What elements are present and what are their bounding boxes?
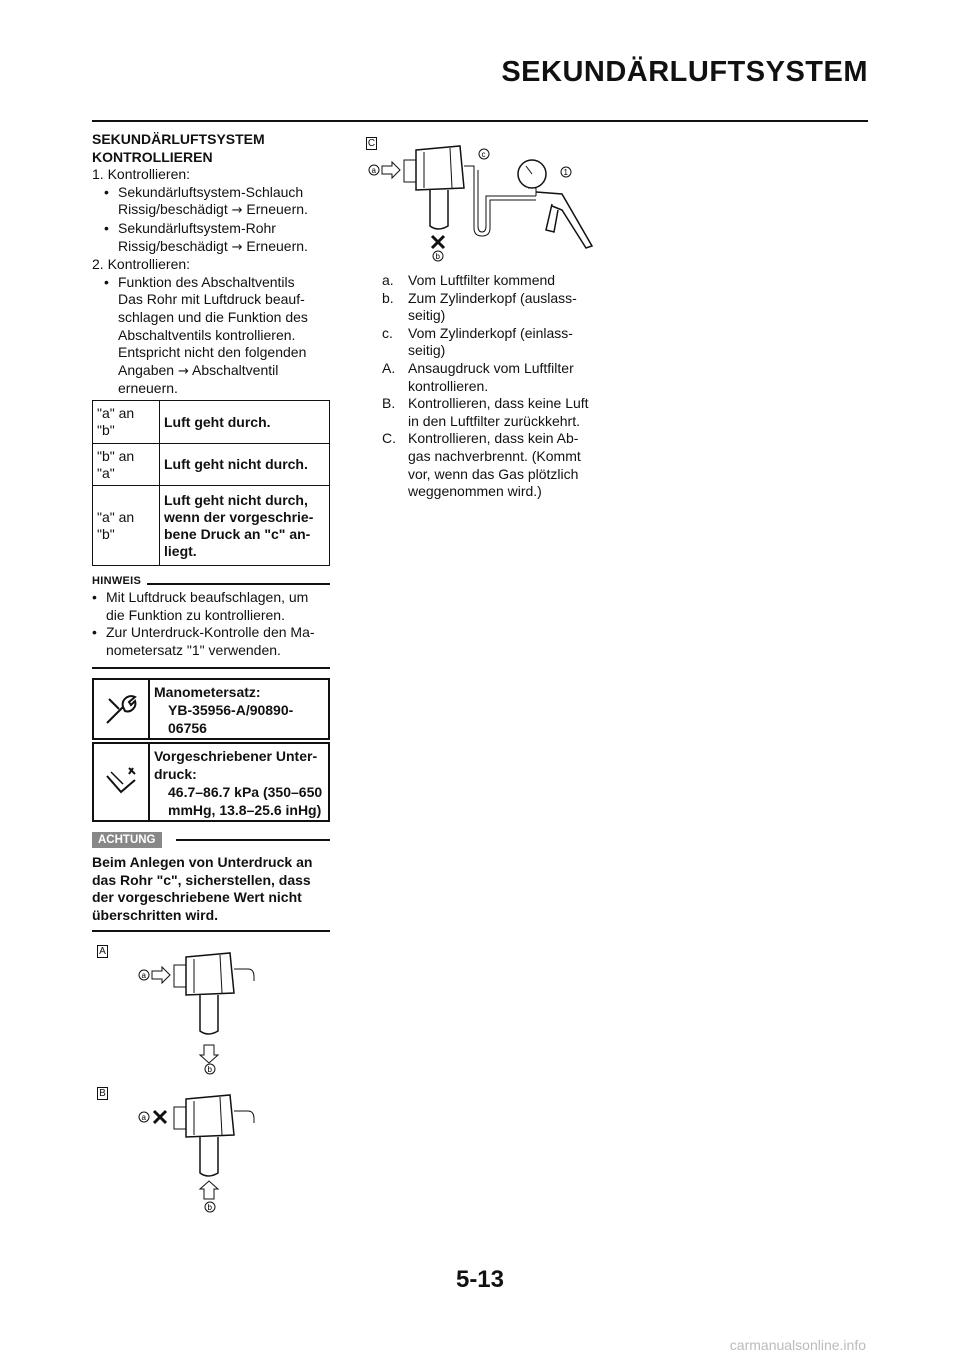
achtung-line: der vorgeschriebene Wert nicht — [92, 889, 302, 906]
legend-key: b. — [382, 289, 394, 306]
cell-text: Luft geht nicht durch, — [164, 491, 308, 508]
figure-label-b: B — [97, 1087, 108, 1100]
legend-text: Kontrollieren, dass keine Luft — [408, 395, 589, 412]
spec-value: mmHg, 13.8–25.6 inHg) — [168, 802, 322, 818]
text: Mit Luftdruck beaufschlagen, um — [106, 589, 309, 605]
step-1-bullet-1-line2 — [92, 201, 332, 220]
legend-text: vor, wenn das Gas plötzlich — [408, 465, 579, 482]
figure-legend — [382, 272, 612, 501]
wrench-icon — [94, 680, 150, 738]
legend-key: a. — [382, 272, 394, 288]
table-row — [93, 486, 330, 566]
header-rule — [92, 120, 868, 122]
step-2-line — [92, 362, 332, 381]
legend-key: A. — [382, 359, 396, 376]
step-1-bullet-1 — [92, 184, 332, 202]
achtung-block — [92, 832, 330, 932]
callout-b: b — [207, 1203, 212, 1212]
achtung-label: ACHTUNG — [92, 832, 162, 848]
achtung-line: überschritten wird. — [92, 906, 219, 923]
cell-text: "b" — [97, 525, 115, 542]
achtung-line: Beim Anlegen von Unterdruck an — [92, 854, 313, 870]
step-1: 1. Kontrollieren: — [92, 166, 191, 183]
spec-label: Vorgeschriebener Unter- — [154, 748, 318, 764]
divider — [92, 930, 330, 932]
cell-text: "a" an — [97, 508, 135, 525]
section-title: SEKUNDÄRLUFTSYSTEM — [92, 131, 265, 147]
arrow-icon: → — [231, 203, 243, 219]
hinweis-label: HINWEIS — [92, 575, 142, 587]
cell-text: "b" an — [97, 447, 135, 464]
table-cell — [160, 401, 330, 444]
hinweis-block — [92, 575, 330, 669]
left-column — [92, 131, 332, 398]
step-2-line: Das Rohr mit Luftdruck beauf- — [118, 291, 305, 308]
legend-text: seitig) — [408, 342, 446, 359]
divider — [176, 839, 331, 841]
list-item — [382, 290, 612, 325]
legend-text: Kontrollieren, dass kein Ab- — [408, 430, 579, 447]
legend-key: c. — [382, 324, 393, 341]
step-2-bullet-1 — [92, 274, 332, 292]
text: Rissig/beschädigt — [118, 237, 228, 254]
legend-text: gas nachverbrennt. (Kommt — [408, 447, 581, 464]
step-2-line: Abschaltventils kontrollieren. — [118, 326, 296, 343]
legend-text: Vom Luftfilter kommend — [408, 272, 556, 288]
page-number: 5-13 — [455, 1266, 505, 1293]
callout-a: a — [371, 166, 376, 175]
cell-text: "b" — [97, 422, 115, 438]
text: Abschaltventil — [191, 361, 279, 378]
divider — [92, 667, 330, 669]
tool-value: YB-35956-A/90890- — [168, 702, 294, 718]
list-item — [382, 272, 612, 290]
step-2: 2. Kontrollieren: — [92, 256, 191, 273]
figure-label-a: A — [97, 945, 108, 958]
arrow-icon: → — [177, 363, 189, 379]
legend-text: seitig) — [408, 307, 446, 324]
step-2-line: Entspricht nicht den folgenden — [118, 344, 307, 361]
cell-text: liegt. — [164, 542, 197, 559]
table-cell — [93, 444, 160, 486]
text: Zur Unterdruck-Kontrolle den Ma- — [106, 624, 315, 641]
step-1-bullet-2-line2 — [92, 238, 332, 257]
arrow-icon: → — [231, 239, 243, 255]
spec-value: 46.7–86.7 kPa (350–650 — [168, 784, 323, 800]
achtung-line: das Rohr "c", sicherstellen, dass — [92, 871, 311, 888]
section-title-2: KONTROLLIEREN — [92, 148, 213, 165]
list-item — [382, 430, 612, 500]
legend-key: C. — [382, 430, 396, 447]
hinweis-line: nometersatz "1" verwenden. — [106, 641, 281, 658]
text: Sekundärluftsystem-Rohr — [118, 219, 276, 236]
tool-value: 06756 — [168, 720, 207, 736]
spec-box — [92, 742, 330, 822]
cell-text: Luft geht durch. — [164, 413, 271, 430]
table-cell — [93, 401, 160, 444]
table-cell — [93, 486, 160, 566]
cell-text: "a" an — [97, 405, 135, 421]
watermark: carmanualsonline.info — [729, 1337, 866, 1353]
callout-a: a — [141, 971, 146, 980]
cell-text: Luft geht nicht durch. — [164, 456, 308, 472]
caliper-icon — [94, 744, 150, 820]
legend-text: Vom Zylinderkopf (einlass- — [408, 324, 573, 341]
list-item — [382, 395, 612, 430]
divider — [147, 583, 330, 585]
valve-figure-c — [366, 140, 606, 270]
cell-text: bene Druck an "c" an- — [164, 525, 311, 542]
spec-label: druck: — [154, 766, 197, 782]
legend-key: B. — [382, 395, 396, 412]
legend-text: Zum Zylinderkopf (auslass- — [408, 289, 577, 306]
legend-text: kontrollieren. — [408, 377, 489, 394]
step-2-line: schlagen und die Funktion des — [118, 308, 308, 325]
step-1-bullet-2 — [92, 220, 332, 238]
legend-text: Ansaugdruck vom Luftfilter — [408, 359, 574, 376]
step-2-line: erneuern. — [118, 380, 178, 397]
hinweis-line: die Funktion zu kontrollieren. — [106, 606, 285, 623]
text: Erneuern. — [246, 201, 308, 218]
table-row — [93, 444, 330, 486]
callout-1: 1 — [563, 168, 568, 177]
tool-label: Manometersatz: — [154, 684, 261, 700]
hinweis-bullet — [92, 589, 330, 607]
text: Rissig/beschädigt — [118, 201, 228, 218]
cell-text: wenn der vorgeschrie- — [164, 508, 314, 525]
valve-figure-a — [130, 945, 270, 1075]
hinweis-bullet — [92, 624, 330, 642]
callout-a: a — [141, 1113, 146, 1122]
table-cell — [160, 444, 330, 486]
list-item — [382, 325, 612, 360]
callout-b: b — [207, 1065, 212, 1074]
cell-text: "a" — [97, 464, 115, 481]
tool-box — [92, 678, 330, 740]
figure-label-c: C — [367, 138, 376, 149]
text: Sekundärluftsystem-Schlauch — [118, 183, 304, 200]
text: Angaben — [118, 361, 175, 378]
callout-b: b — [435, 252, 440, 261]
legend-text: in den Luftfilter zurückkehrt. — [408, 412, 580, 429]
legend-text: weggenommen wird.) — [408, 483, 542, 500]
page-title: SEKUNDÄRLUFTSYSTEM — [501, 56, 868, 88]
text: Funktion des Abschaltventils — [118, 273, 295, 290]
list-item — [382, 360, 612, 395]
valve-figure-b — [130, 1087, 270, 1217]
table-row — [93, 401, 330, 444]
table-cell — [160, 486, 330, 566]
text: Erneuern. — [246, 237, 308, 254]
check-table — [92, 400, 330, 566]
callout-c: c — [481, 150, 486, 159]
